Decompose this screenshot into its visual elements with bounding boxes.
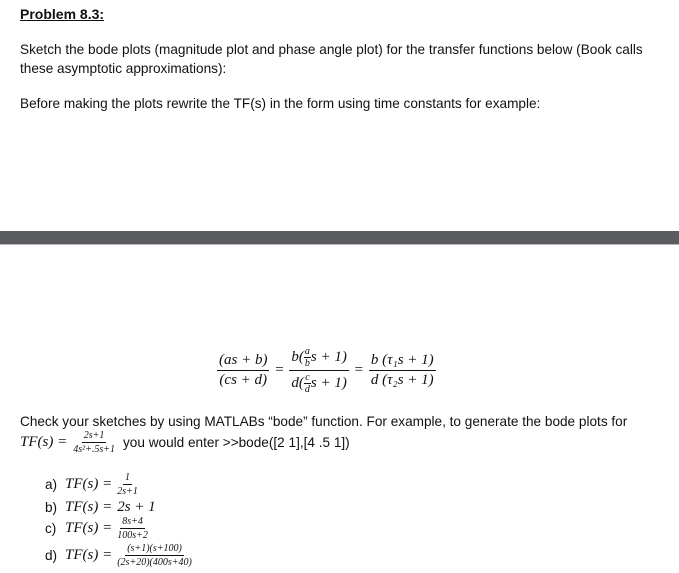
part-c-denominator: 100s+2: [117, 530, 148, 541]
image-divider-bar: [0, 231, 679, 245]
part-d-fraction: [115, 543, 194, 568]
example-matlab-command: you would enter >>bode([2 1],[4 .5 1]): [123, 435, 350, 450]
equation-f2-denominator: [289, 371, 348, 395]
check-line: Check your sketches by using MATLABs “bode” function. For example, to generate the bode plots for: [20, 414, 628, 429]
f2-num-inner-den: b: [304, 358, 310, 369]
part-b: [45, 499, 156, 516]
part-c-fraction: [115, 516, 150, 541]
f2-num-suffix: s + 1): [310, 348, 347, 365]
example-tf-line: [20, 430, 350, 455]
example-tf-denominator: 4s²+.5s+1: [73, 444, 115, 455]
equation-fraction-1: [217, 352, 269, 389]
before-line: Before making the plots rewrite the TF(s) in the form using time constants for example:: [20, 96, 541, 111]
intro-line-1: Sketch the bode plots (magnitude plot and phase angle plot) for the transfer functions below (Book calls: [20, 42, 643, 57]
part-a-numerator: 1: [125, 472, 131, 483]
equation-fraction-2: [289, 346, 348, 395]
time-constant-equation: [217, 346, 436, 395]
part-b-label: b): [45, 500, 58, 515]
part-d-numerator: (s+1)(s+100): [127, 543, 182, 554]
f2-den-inner-fraction: [304, 372, 311, 395]
equation-equals-1: =: [275, 361, 284, 378]
part-a-lhs: TF(s) =: [65, 476, 113, 492]
equation-fraction-3: [369, 352, 436, 389]
f2-den-suffix: s + 1): [310, 374, 347, 391]
part-c-label: c): [45, 521, 57, 536]
f2-num-inner-num: a: [304, 346, 310, 357]
f2-den-prefix: d(: [291, 374, 304, 391]
part-b-expression: 2s + 1: [117, 499, 156, 515]
part-d-lhs: TF(s) =: [65, 547, 113, 563]
part-c-numerator: 8s+4: [122, 516, 143, 527]
part-a: [45, 472, 140, 497]
part-d: [45, 543, 194, 568]
f2-num-prefix: b(: [291, 348, 304, 365]
equation-f2-numerator: [289, 346, 348, 371]
equation-f1-numerator: (as + b): [217, 352, 269, 371]
part-c: [45, 516, 150, 541]
example-tf-numerator: 2s+1: [83, 430, 105, 441]
f2-den-inner-den: d: [304, 384, 310, 395]
part-a-denominator: 2s+1: [117, 486, 138, 497]
equation-f3-numerator: b (τ₁s + 1): [369, 352, 436, 371]
equation-f3-denominator: d (τ₂s + 1): [370, 372, 434, 388]
part-a-fraction: [115, 472, 140, 497]
intro-line-2: these asymptotic approximations):: [20, 61, 227, 76]
example-tf-lhs: TF(s) =: [20, 434, 68, 450]
part-c-lhs: TF(s) =: [65, 520, 113, 536]
problem-title: Problem 8.3:: [20, 6, 105, 22]
f2-den-inner-num: c: [305, 372, 310, 383]
equation-f1-denominator: (cs + d): [219, 372, 268, 388]
f2-num-inner-fraction: [304, 346, 311, 369]
part-d-denominator: (2s+20)(400s+40): [117, 557, 192, 568]
part-a-label: a): [45, 477, 58, 492]
part-d-label: d): [45, 548, 58, 563]
example-tf-fraction: [71, 430, 117, 455]
part-b-lhs: TF(s) =: [65, 499, 113, 515]
equation-equals-2: =: [354, 361, 364, 378]
